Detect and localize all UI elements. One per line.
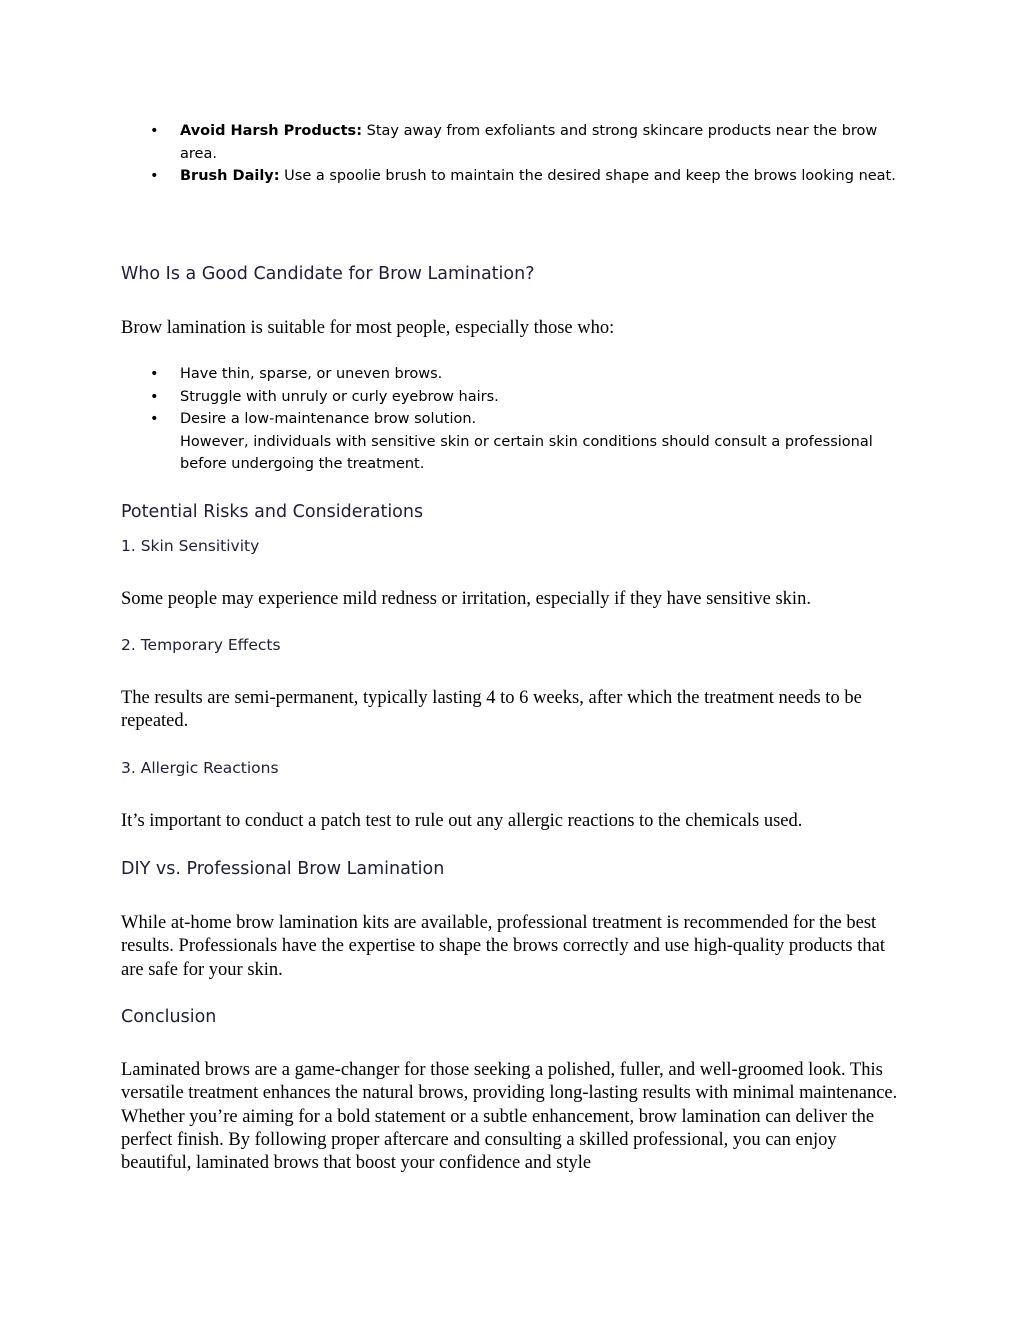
candidate-list bbox=[120, 363, 910, 476]
risk-title: 1. Skin Sensitivity bbox=[121, 537, 260, 555]
risk-text: It’s important to conduct a patch test to rule out any allergic reactions to the chemicals used. bbox=[121, 811, 803, 831]
list-item bbox=[120, 120, 910, 165]
risk-title: 3. Allergic Reactions bbox=[121, 759, 279, 777]
list-item-text: Stay away from exfoliants and strong skincare products near the brow area. bbox=[180, 123, 878, 162]
aftercare-list bbox=[120, 120, 910, 188]
risks-heading: Potential Risks and Considerations bbox=[121, 502, 424, 522]
list-item-bold: Brush Daily: bbox=[180, 168, 280, 184]
list-item bbox=[120, 386, 910, 409]
diy-heading: DIY vs. Professional Brow Lamination bbox=[121, 859, 445, 879]
bullet-icon: • bbox=[150, 411, 159, 427]
bullet-icon: • bbox=[150, 388, 159, 405]
bullet-icon: • bbox=[150, 366, 159, 382]
list-item-text: Use a spoolie brush to maintain the desired shape and keep the brows looking neat. bbox=[279, 168, 896, 184]
bullet-icon: • bbox=[150, 123, 159, 139]
conclusion-text: Laminated brows are a game-changer for those seeking a polished, fuller, and well-groomed look. This versatile treatment enhances the natural brows, providing long-lasting results with minimal maintenance. Whether you’re aiming for a bold statement or a subtle enhancement, brow lamination can deliver the perfect finish. By following proper aftercare and consulting a skilled professional, you can enjoy beautiful, laminated brows that boost your confidence and style bbox=[121, 1060, 898, 1174]
list-item-text: Have thin, sparse, or uneven brows. bbox=[180, 366, 443, 382]
list-item bbox=[120, 363, 910, 386]
risk-title: 2. Temporary Effects bbox=[121, 636, 281, 654]
candidate-note: However, individuals with sensitive skin or certain skin conditions should consult a professional before undergoing the treatment. bbox=[180, 433, 873, 472]
list-item-bold: Avoid Harsh Products: bbox=[180, 123, 362, 139]
list-item bbox=[120, 408, 910, 476]
list-item-text: Struggle with unruly or curly eyebrow hairs. bbox=[180, 388, 499, 405]
candidate-heading: Who Is a Good Candidate for Brow Lamination? bbox=[121, 264, 535, 284]
list-item-text: Desire a low-maintenance brow solution. bbox=[180, 411, 477, 427]
diy-text: While at-home brow lamination kits are available, professional treatment is recommended for the best results. Professionals have the expertise to shape the brows correctly and use high-quality products that are safe for your skin. bbox=[121, 913, 885, 980]
list-item bbox=[120, 165, 910, 188]
candidate-intro: Brow lamination is suitable for most people, especially those who: bbox=[121, 318, 615, 338]
risk-text: The results are semi-permanent, typically lasting 4 to 6 weeks, after which the treatment needs to be repeated. bbox=[121, 688, 862, 732]
bullet-icon: • bbox=[150, 168, 159, 184]
conclusion-heading: Conclusion bbox=[121, 1007, 217, 1027]
risk-text: Some people may experience mild redness or irritation, especially if they have sensitive skin. bbox=[121, 589, 811, 609]
